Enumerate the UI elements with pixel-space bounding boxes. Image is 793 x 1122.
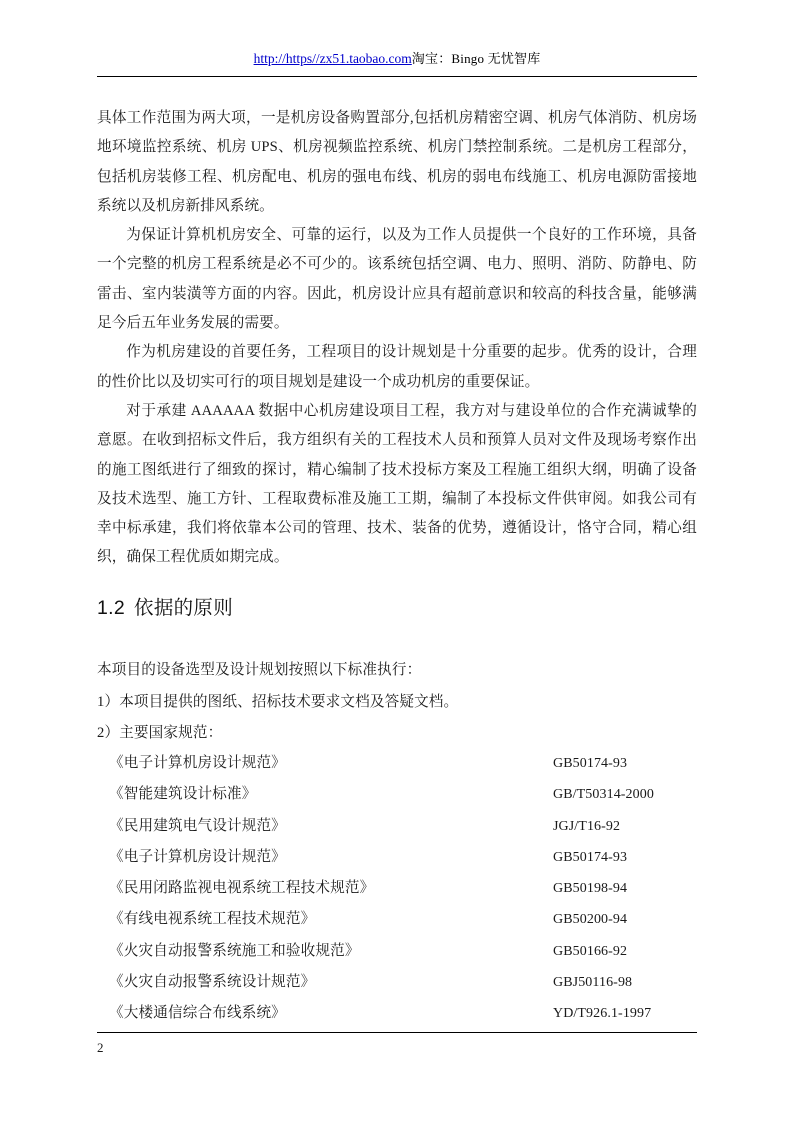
standards-table	[97, 748, 697, 1030]
standard-name: 《电子计算机房设计规范》	[109, 755, 286, 771]
table-row	[97, 779, 697, 810]
table-row	[97, 748, 697, 779]
standard-code: JGJ/T16-92	[553, 818, 621, 834]
document-body	[97, 104, 697, 573]
standard-code: GB50198-94	[553, 881, 628, 897]
standard-code: GB50174-93	[553, 849, 628, 865]
standard-name: 《智能建筑设计标准》	[109, 786, 257, 803]
standard-code: GBJ50116-98	[553, 975, 633, 991]
standard-name: 《火灾自动报警系统设计规范》	[109, 974, 316, 991]
standard-code: YD/T926.1-1997	[553, 1006, 652, 1022]
section-number: 1.2	[97, 597, 126, 619]
standards-intro	[97, 655, 697, 750]
standard-code: GB50174-93	[553, 756, 628, 771]
table-row	[97, 904, 697, 935]
standard-name: 《民用建筑电气设计规范》	[109, 817, 286, 834]
header-note-text: 淘宝：Bingo 无忧智库	[411, 51, 541, 66]
paragraph-bid-intent: 对于承建 AAAAAA 数据中心机房建设项目工程，我方对与建设单位的合作充满诚挚的意愿。在收到招标文件后，我方组织有关的工程技术人员和预算人员对文件及现场考察作出的施工图纸进行了细致的探讨，精心编制了技术投标方案及工程施工组织大纲，明确了设备及技术选型、施工方针、工程取费标准及施工工期，编制了本投标文件供审阅。如我公司有幸中标承建，我们将依靠本公司的管理、技术、装备的优势，遵循设计，恪守合同，精心组织，确保工程优质如期完成。	[97, 402, 697, 566]
standard-code: GB/T50314-2000	[553, 787, 654, 803]
standards-lead-text: 本项目的设备选型及设计规划按照以下标准执行：	[97, 662, 422, 678]
standard-name: 《民用闭路监视电视系统工程技术规范》	[109, 880, 375, 897]
paragraph-design-planning: 作为机房建设的首要任务，工程项目的设计规划是十分重要的起步。优秀的设计，合理的性价比以及切实可行的项目规划是建设一个成功机房的重要保证。	[97, 344, 697, 390]
standard-name: 《有线电视系统工程技术规范》	[109, 911, 316, 928]
paragraph-system-requirements: 为保证计算机机房安全、可靠的运行，以及为工作人员提供一个良好的工作环境，具备一个完整的机房工程系统是必不可少的。该系统包括空调、电力、照明、消防、防静电、防雷击、室内装潢等方面的内容。因此，机房设计应具有超前意识和较高的科技含量，能够满足今后五年业务发展的需要。	[97, 227, 697, 332]
header-line	[97, 50, 697, 68]
section-title: 依据的原则	[134, 597, 234, 619]
section-heading	[97, 594, 233, 622]
table-row	[97, 811, 697, 842]
standard-name: 《电子计算机房设计规范》	[109, 848, 286, 865]
standard-name: 《大楼通信综合布线系统》	[109, 1005, 286, 1022]
footer-divider	[97, 1032, 697, 1033]
header-divider	[97, 76, 697, 77]
page-header	[97, 50, 697, 68]
standard-code: GB50200-94	[553, 912, 628, 928]
table-row	[97, 998, 697, 1029]
table-row	[97, 842, 697, 873]
header-url-link[interactable]: http://https//zx51.taobao.com	[253, 51, 412, 66]
paragraph-scope-of-work: 具体工作范围为两大项，一是机房设备购置部分,包括机房精密空调、机房气体消防、机房场地环境监控系统、机房 UPS、机房视频监控系统、机房门禁控制系统。二是机房工程部分，包括机房装修工程、机房配电、机房的强电布线、机房的弱电布线施工、机房电源防雷接地系统以及机房新排风系统。	[97, 110, 697, 214]
table-row	[97, 936, 697, 967]
page-number: 2	[97, 1040, 104, 1055]
standards-list-item-1: 1）本项目提供的图纸、招标技术要求文档及答疑文档。	[97, 693, 459, 710]
table-row	[97, 873, 697, 904]
standard-name: 《火灾自动报警系统施工和验收规范》	[109, 942, 360, 959]
standard-code: GB50166-92	[553, 943, 628, 959]
standards-list-item-2: 2）主要国家规范：	[97, 725, 223, 741]
table-row	[97, 967, 697, 998]
